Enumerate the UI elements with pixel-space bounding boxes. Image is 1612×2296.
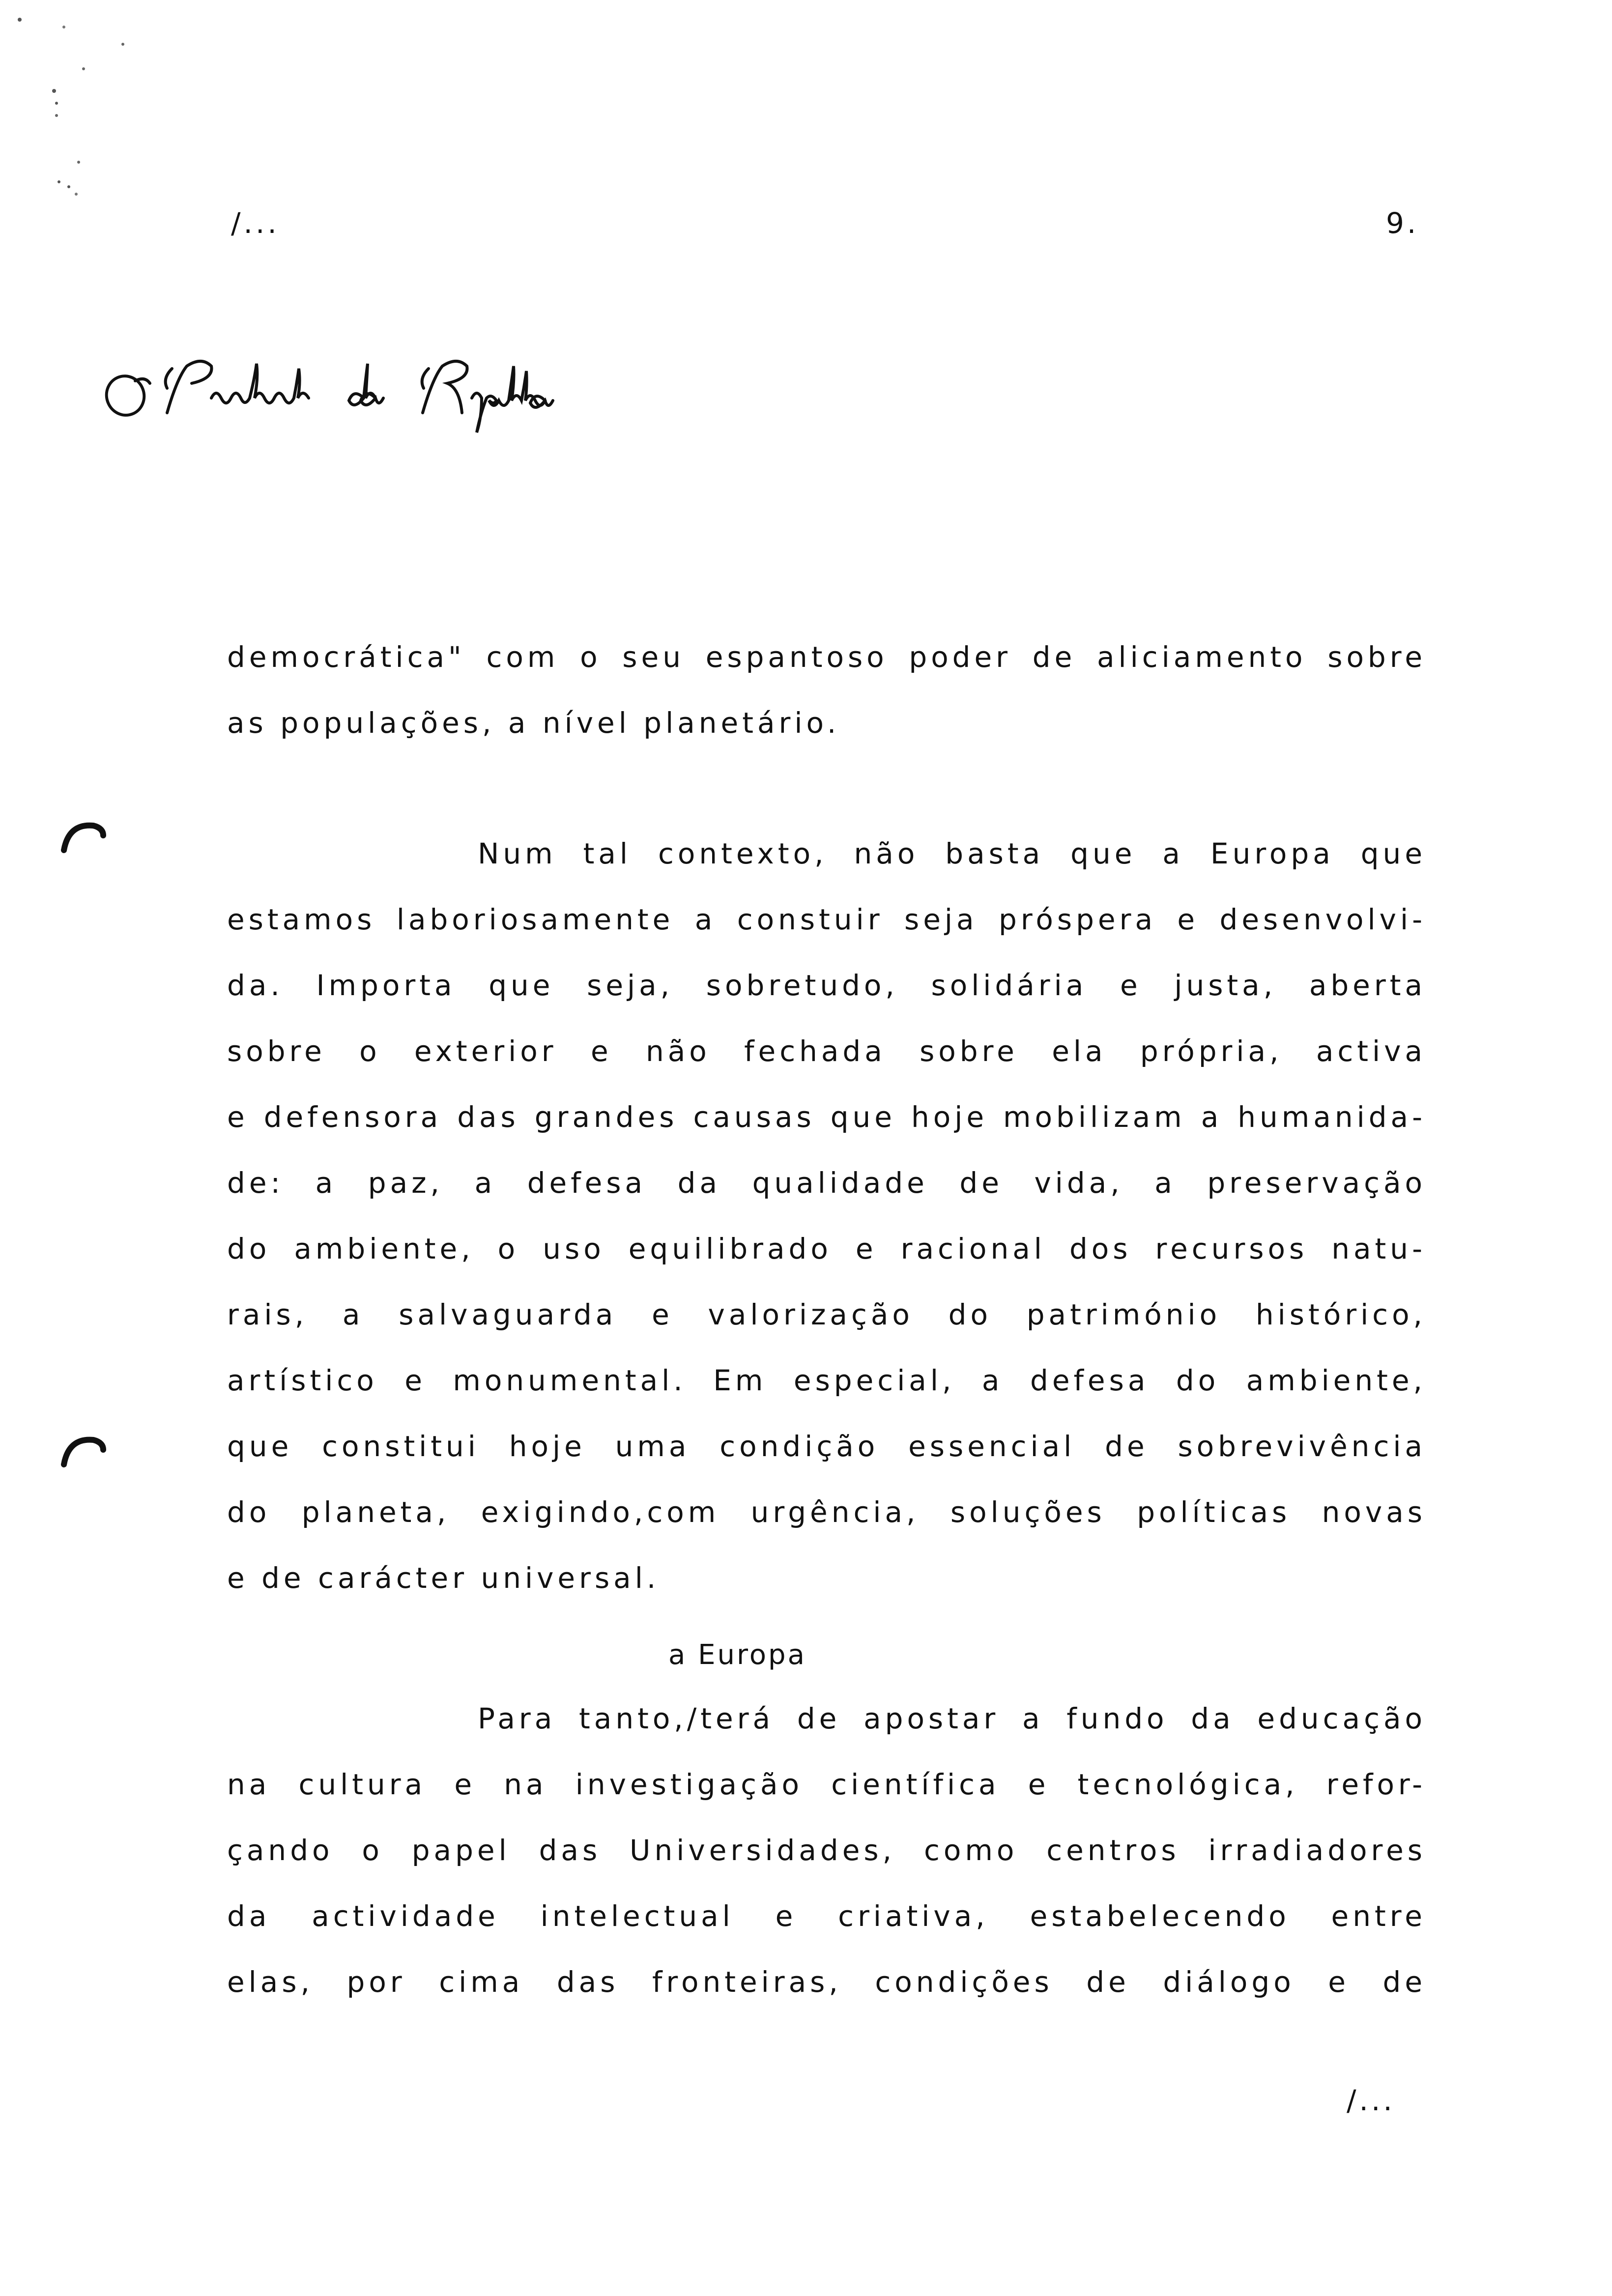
paragraph — [227, 624, 1426, 756]
punch-hole-mark — [59, 821, 106, 855]
text-line: da actividade intelectual e criativa, estabelecendo entre — [227, 1899, 1426, 1933]
page-number: 9. — [1386, 206, 1419, 240]
continuation-mark-bottom: /... — [1347, 2084, 1395, 2117]
text-line: de: a paz, a defesa da qualidade de vida, a preservação — [227, 1166, 1426, 1200]
text-insertion: a Europa — [668, 1639, 806, 1671]
text-line: estamos laboriosamente a constuir seja próspera e desenvolvi- — [227, 903, 1426, 936]
text-line: rais, a salvaguarda e valorização do património histórico, — [227, 1298, 1426, 1331]
text-line: artístico e monumental. Em especial, a defesa do ambiente, — [227, 1364, 1426, 1397]
letterhead-logo — [98, 339, 688, 437]
text-line: democrática" com o seu espantoso poder de aliciamento sobre — [227, 640, 1426, 674]
scan-specks — [0, 0, 147, 246]
text-line: Num tal contexto, não basta que a Europa que — [478, 837, 1426, 870]
text-line: na cultura e na investigação científica e tecnológica, refor- — [227, 1768, 1426, 1801]
text-line: e de carácter universal. — [227, 1561, 660, 1595]
text-line: çando o papel das Universidades, como centros irradiadores — [227, 1834, 1426, 1867]
text-line: da. Importa que seja, sobretudo, solidária e justa, aberta — [227, 969, 1426, 1002]
text-line: e defensora das grandes causas que hoje mobilizam a humanida- — [227, 1100, 1426, 1134]
text-line: as populações, a nível planetário. — [227, 706, 840, 740]
paragraph — [227, 1686, 1426, 2015]
text-line: Para tanto,/terá de apostar a fundo da educação — [478, 1702, 1426, 1735]
text-line: do ambiente, o uso equilibrado e racional dos recursos natu- — [227, 1232, 1426, 1265]
text-line: sobre o exterior e não fechada sobre ela própria, activa — [227, 1034, 1426, 1068]
text-line: elas, por cima das fronteiras, condições de diálogo e de — [227, 1965, 1426, 1999]
continuation-mark-top: /... — [231, 206, 280, 240]
text-line: que constitui hoje uma condição essencial de sobrevivência — [227, 1430, 1426, 1463]
punch-hole-mark — [59, 1435, 106, 1469]
paragraph — [227, 821, 1426, 1611]
text-line: do planeta, exigindo,com urgência, soluções políticas novas — [227, 1495, 1426, 1529]
